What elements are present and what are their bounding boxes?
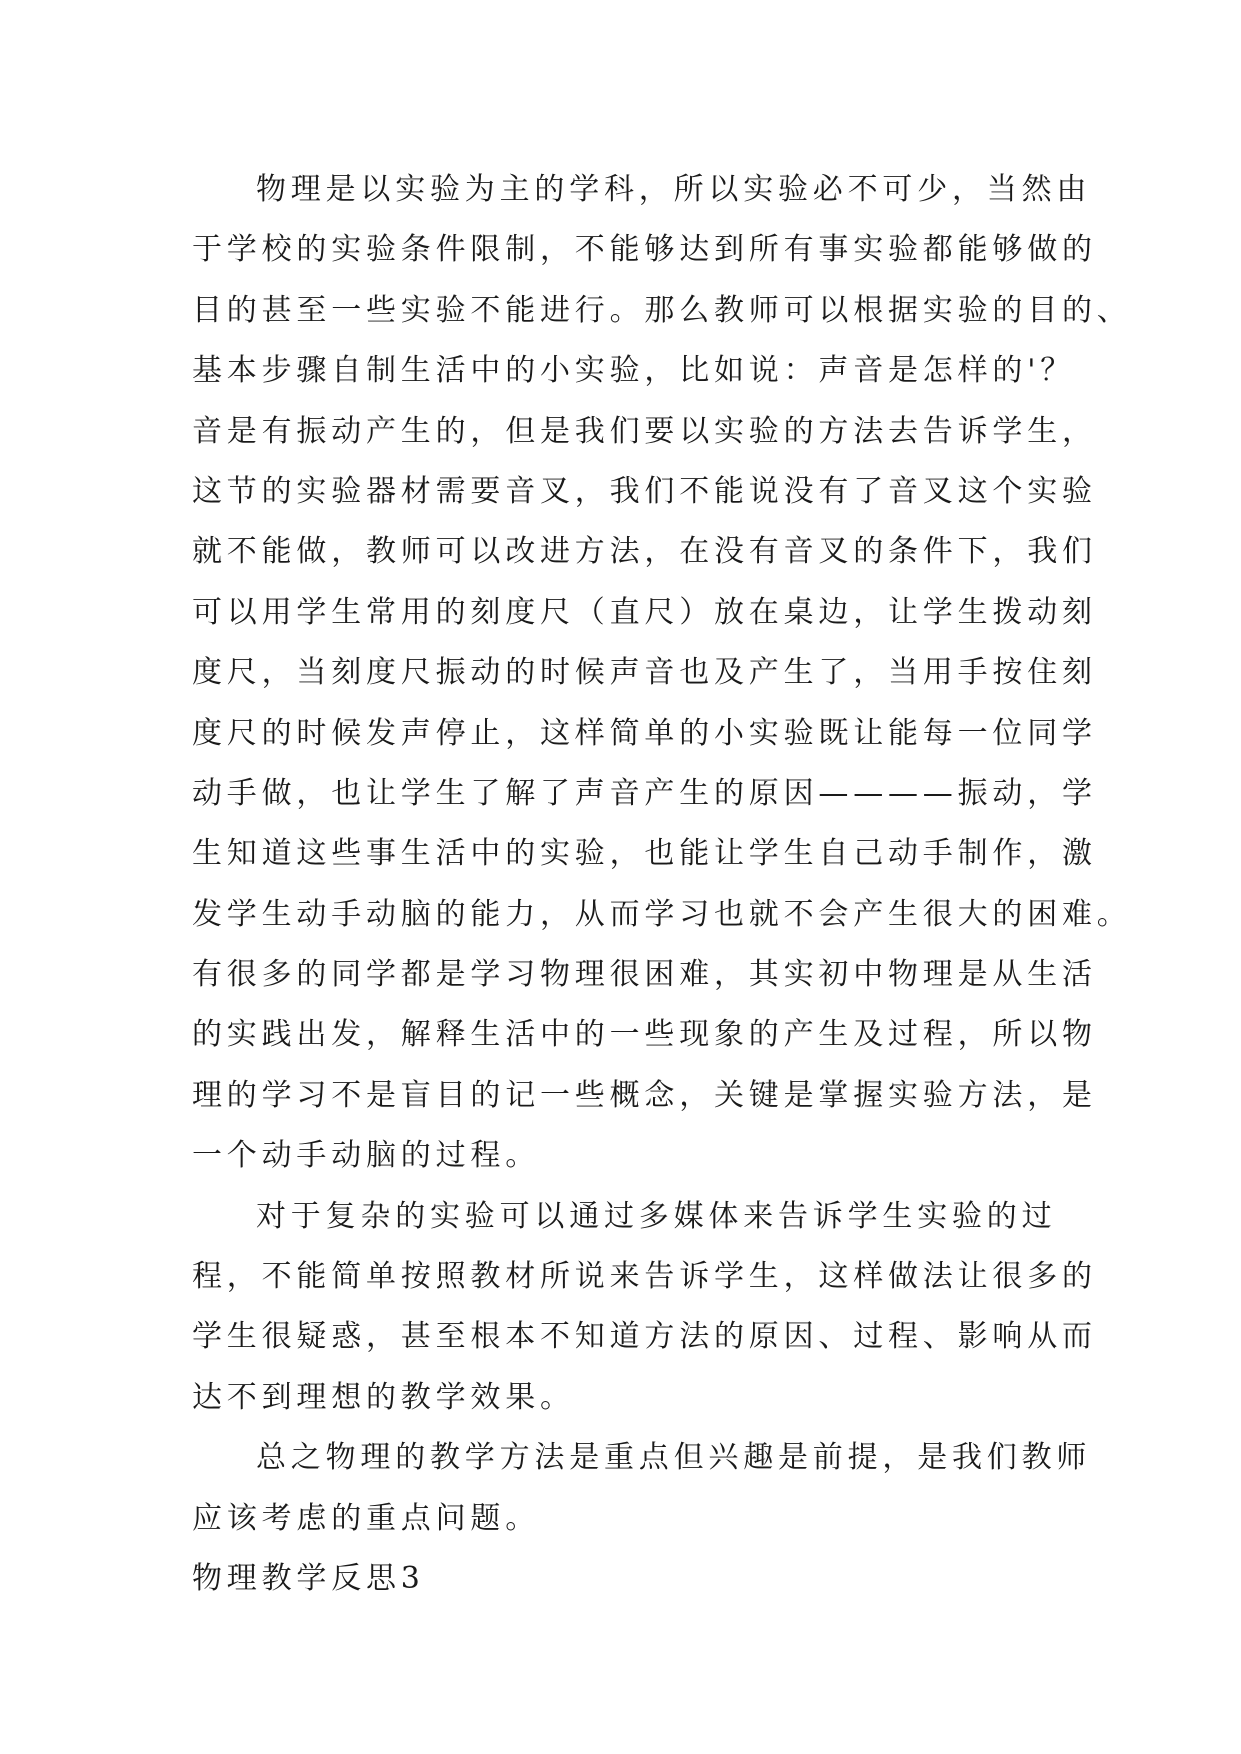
paragraph-line: 理的学习不是盲目的记一些概念，关键是掌握实验方法，是	[192, 1077, 1097, 1113]
paragraph-line: 就不能做，教师可以改进方法，在没有音叉的条件下，我们	[192, 534, 1097, 570]
paragraph-line: 学生很疑惑，甚至根本不知道方法的原因、过程、影响从而	[192, 1319, 1097, 1355]
paragraph-line: 物理是以实验为主的学科，所以实验必不可少，当然由	[256, 172, 1092, 207]
paragraph-line: 发学生动手动脑的能力，从而学习也就不会产生很大的困难。	[192, 896, 1132, 932]
paragraph-line: 总之物理的教学方法是重点但兴趣是前提，是我们教师	[256, 1440, 1092, 1476]
paragraph-line: 于学校的实验条件限制，不能够达到所有事实验都能够做的	[192, 232, 1097, 268]
paragraph-line: 程，不能简单按照教材所说来告诉学生，这样做法让很多的	[192, 1259, 1097, 1295]
paragraph-line: 一个动手动脑的过程。	[192, 1138, 540, 1174]
paragraph-line: 应该考虑的重点问题。	[192, 1500, 540, 1536]
paragraph-line: 度尺的时候发声停止，这样简单的小实验既让能每一位同学	[192, 715, 1097, 751]
paragraph-line: 对于复杂的实验可以通过多媒体来告诉学生实验的过	[256, 1198, 1057, 1234]
paragraph-line: 达不到理想的教学效果。	[192, 1379, 575, 1415]
paragraph-line: 有很多的同学都是学习物理很困难，其实初中物理是从生活	[192, 957, 1097, 993]
paragraph-line: 的实践出发，解释生活中的一些现象的产生及过程，所以物	[192, 1017, 1097, 1053]
paragraph-line: 音是有振动产生的，但是我们要以实验的方法去告诉学生，	[192, 413, 1097, 449]
paragraph-line: 度尺，当刻度尺振动的时候声音也及产生了，当用手按住刻	[192, 655, 1097, 691]
paragraph-line: 生知道这些事生活中的实验，也能让学生自己动手制作，激	[192, 836, 1097, 872]
paragraph-line: 可以用学生常用的刻度尺（直尺）放在桌边，让学生拨动刻	[192, 594, 1097, 630]
paragraph-line: 目的甚至一些实验不能进行。那么教师可以根据实验的目的、	[192, 292, 1132, 328]
paragraph-line: 基本步骤自制生活中的小实验，比如说：声音是怎样的'？	[192, 353, 1076, 389]
document-body	[192, 160, 1132, 1609]
paragraph-line: 这节的实验器材需要音叉，我们不能说没有了音叉这个实验	[192, 473, 1097, 509]
section-heading: 物理教学反思3	[192, 1560, 425, 1596]
paragraph-line: 动手做，也让学生了解了声音产生的原因————振动，学	[192, 775, 1097, 811]
